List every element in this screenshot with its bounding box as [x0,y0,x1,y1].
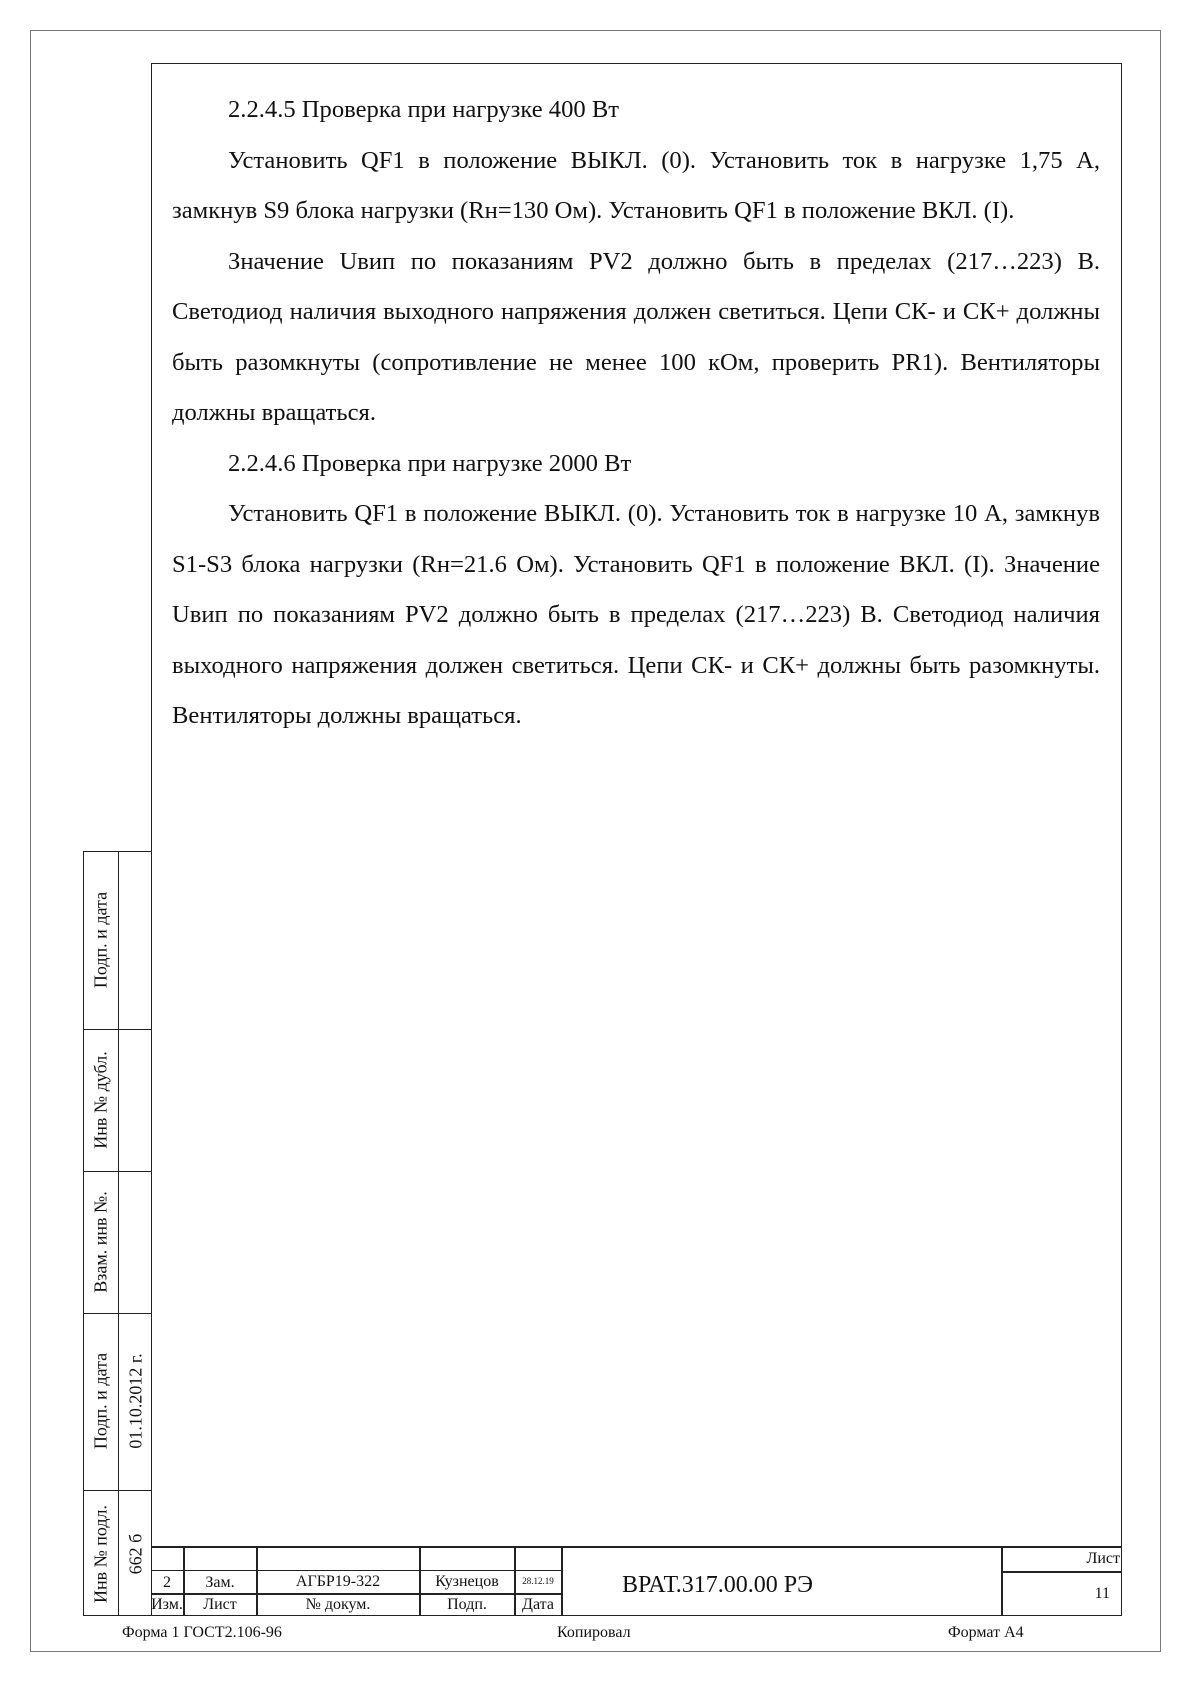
tb-sheet-label: Лист [1086,1550,1120,1567]
value-podp-data-bottom: 01.10.2012 г. [125,1353,146,1449]
tb-sheet-number: 11 [1094,1585,1110,1602]
label-podp-data-top: Подп. и дата [90,891,111,989]
tb-dokum-header: № докум. [305,1596,371,1613]
footer-format: Формат А4 [948,1624,1024,1641]
label-vzam-inv: Взам. инв №. [90,1191,111,1293]
section-heading: 2.2.4.5 Проверка при нагрузке 400 Вт [228,96,619,123]
tb-list-value: Зам. [205,1574,235,1591]
title-block [151,1546,1122,1616]
paragraph: Значение Uвип по показаниям PV2 должно быть в пределах (217…223) В. Светодиод наличия выходного напряжения должен светиться. Цепи СК- и СК+ должны быть разомкнуты (сопротивление не менее 100 кОм, проверить PR1). Вентиляторы должны вращаться. [172,247,1100,426]
tb-izm-header: Изм. [151,1596,183,1613]
label-inv-podl: Инв № подл. [90,1504,111,1604]
side-stamp [83,851,152,1616]
tb-podp-header: Подп. [447,1596,487,1613]
document-designation: ВРАТ.317.00.00 РЭ [622,1572,813,1598]
paragraph: Установить QF1 в положение ВЫКЛ. (0). Установить ток в нагрузке 1,75 А, замкнув S9 блока нагрузки (Rн=130 Ом). Установить QF1 в положение ВКЛ. (I). [172,146,1100,224]
label-podp-data-bottom: Подп. и дата [90,1352,111,1450]
paragraph: Установить QF1 в положение ВЫКЛ. (0). Установить ток в нагрузке 10 А, замкнув S1-S3 блока нагрузки (Rн=21.6 Ом). Установить QF1 в положение ВКЛ. (I). Значение Uвип по показаниям PV2 должно быть в пределах (217…223) В. Светодиод наличия выходного напряжения должен светиться. Цепи СК- и СК+ должны быть разомкнуты. Вентиляторы должны вращаться. [172,500,1100,729]
tb-podp-value: Кузнецов [435,1573,499,1590]
tb-dokum-value: АГБР19-322 [295,1573,381,1590]
tb-data-value: 28.12.19 [522,1576,554,1586]
tb-sheet-line [1001,1571,1122,1573]
tb-data-header: Дата [522,1596,554,1613]
tb-row-line [151,1593,561,1595]
footer-copied: Копировал [557,1624,631,1641]
label-inv-dubl: Инв № дубл. [90,1051,111,1149]
tb-top-line [151,1546,1122,1548]
document-body [172,85,1100,742]
section-heading: 2.2.4.6 Проверка при нагрузке 2000 Вт [228,449,632,477]
footer-form: Форма 1 ГОСТ2.106-96 [122,1624,282,1641]
value-inv-podl: 662 б [125,1533,146,1575]
tb-izm-value: 2 [163,1574,171,1591]
tb-list-header: Лист [203,1596,237,1613]
tb-row-line [151,1570,561,1571]
